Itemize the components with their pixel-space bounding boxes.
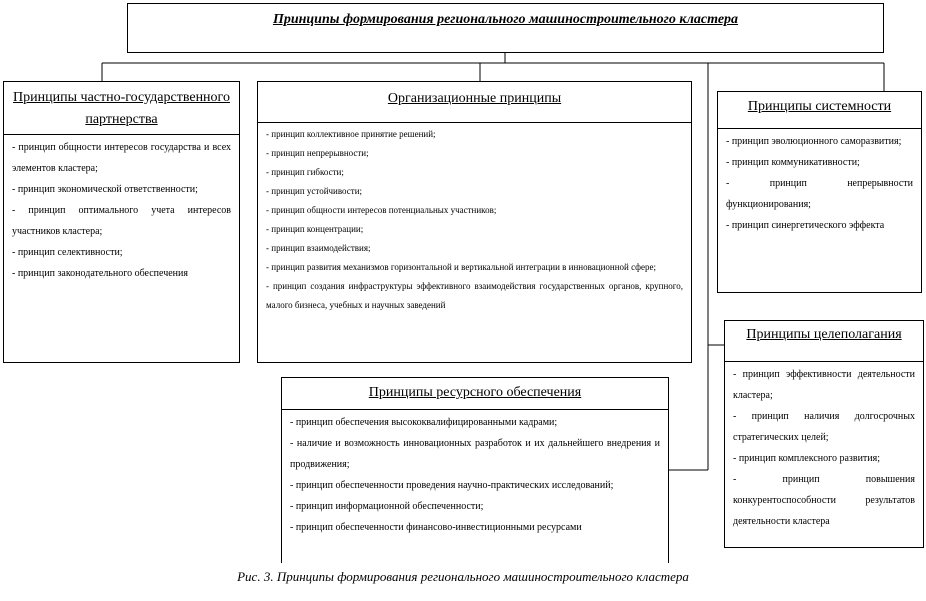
list-item: - принцип синергетического эффекта	[726, 220, 885, 231]
box-res	[281, 377, 669, 563]
list-item: - принцип общности интересов государства и всех элементов кластера;	[12, 142, 231, 174]
list-item: - принцип эволюционного саморазвития;	[726, 136, 902, 147]
box-org-header: Организационные принципы	[258, 82, 691, 123]
box-res-items	[282, 410, 668, 540]
list-item: - принцип непрерывности;	[266, 148, 369, 158]
list-item: - принцип информационной обеспеченности;	[290, 501, 484, 512]
list-item: - принцип селективности;	[12, 247, 123, 258]
box-sys-header: Принципы системности	[718, 92, 921, 129]
list-item: - принцип повышения конкурентоспособности результатов деятельности кластера	[733, 474, 915, 527]
list-item: - принцип экономической ответственности;	[12, 184, 198, 195]
list-item: - принцип развития механизмов горизонтальной и вертикальной интеграции в инновационной сфере;	[266, 262, 657, 272]
box-res-header: Принципы ресурсного обеспечения	[282, 378, 668, 410]
list-item: - принцип коллективное принятие решений;	[266, 129, 436, 139]
list-item: - принцип концентрации;	[266, 224, 364, 234]
list-item: - принцип общности интересов потенциальных участников;	[266, 205, 497, 215]
list-item: - принцип устойчивости;	[266, 186, 363, 196]
list-item: - принцип взаимодействия;	[266, 243, 371, 253]
list-item: - принцип обеспечения высококвалифицированными кадрами;	[290, 417, 558, 428]
list-item: - принцип коммуникативности;	[726, 157, 860, 168]
list-item: - принцип законодательного обеспечения	[12, 268, 188, 279]
box-ppp-items	[4, 135, 239, 286]
list-item: - принцип оптимального учета интересов участников кластера;	[12, 205, 231, 237]
list-item: - принцип эффективности деятельности кластера;	[733, 369, 915, 401]
box-sys	[717, 91, 922, 293]
box-goal-items	[725, 362, 923, 534]
list-item: - принцип создания инфраструктуры эффективного взаимодействия государственных органов, крупного, малого бизнеса, учебных и научных заведений	[266, 281, 683, 310]
list-item: - принцип непрерывности функционирования;	[726, 178, 913, 210]
figure-caption: Рис. 3. Принципы формирования регионального машиностроительного кластера	[237, 569, 689, 584]
box-goal	[724, 320, 924, 548]
box-org	[257, 81, 692, 363]
title-box	[127, 3, 884, 53]
diagram-title: Принципы формирования регионального машиностроительного кластера	[272, 12, 739, 27]
box-ppp-header: Принципы частно-государственного партнерства	[4, 82, 239, 135]
list-item: - наличие и возможность инновационных разработок и их дальнейшего внедрения и продвижения;	[290, 438, 660, 470]
list-item: - принцип гибкости;	[266, 167, 344, 177]
box-ppp	[3, 81, 240, 363]
box-goal-header: Принципы целеполагания	[725, 321, 923, 362]
list-item: - принцип обеспеченности проведения научно-практических исследований;	[290, 480, 614, 491]
list-item: - принцип наличия долгосрочных стратегических целей;	[733, 411, 915, 443]
list-item: - принцип обеспеченности финансово-инвестиционными ресурсами	[290, 522, 582, 533]
box-sys-items	[718, 129, 921, 238]
box-org-items	[258, 123, 691, 317]
list-item: - принцип комплексного развития;	[733, 453, 881, 464]
